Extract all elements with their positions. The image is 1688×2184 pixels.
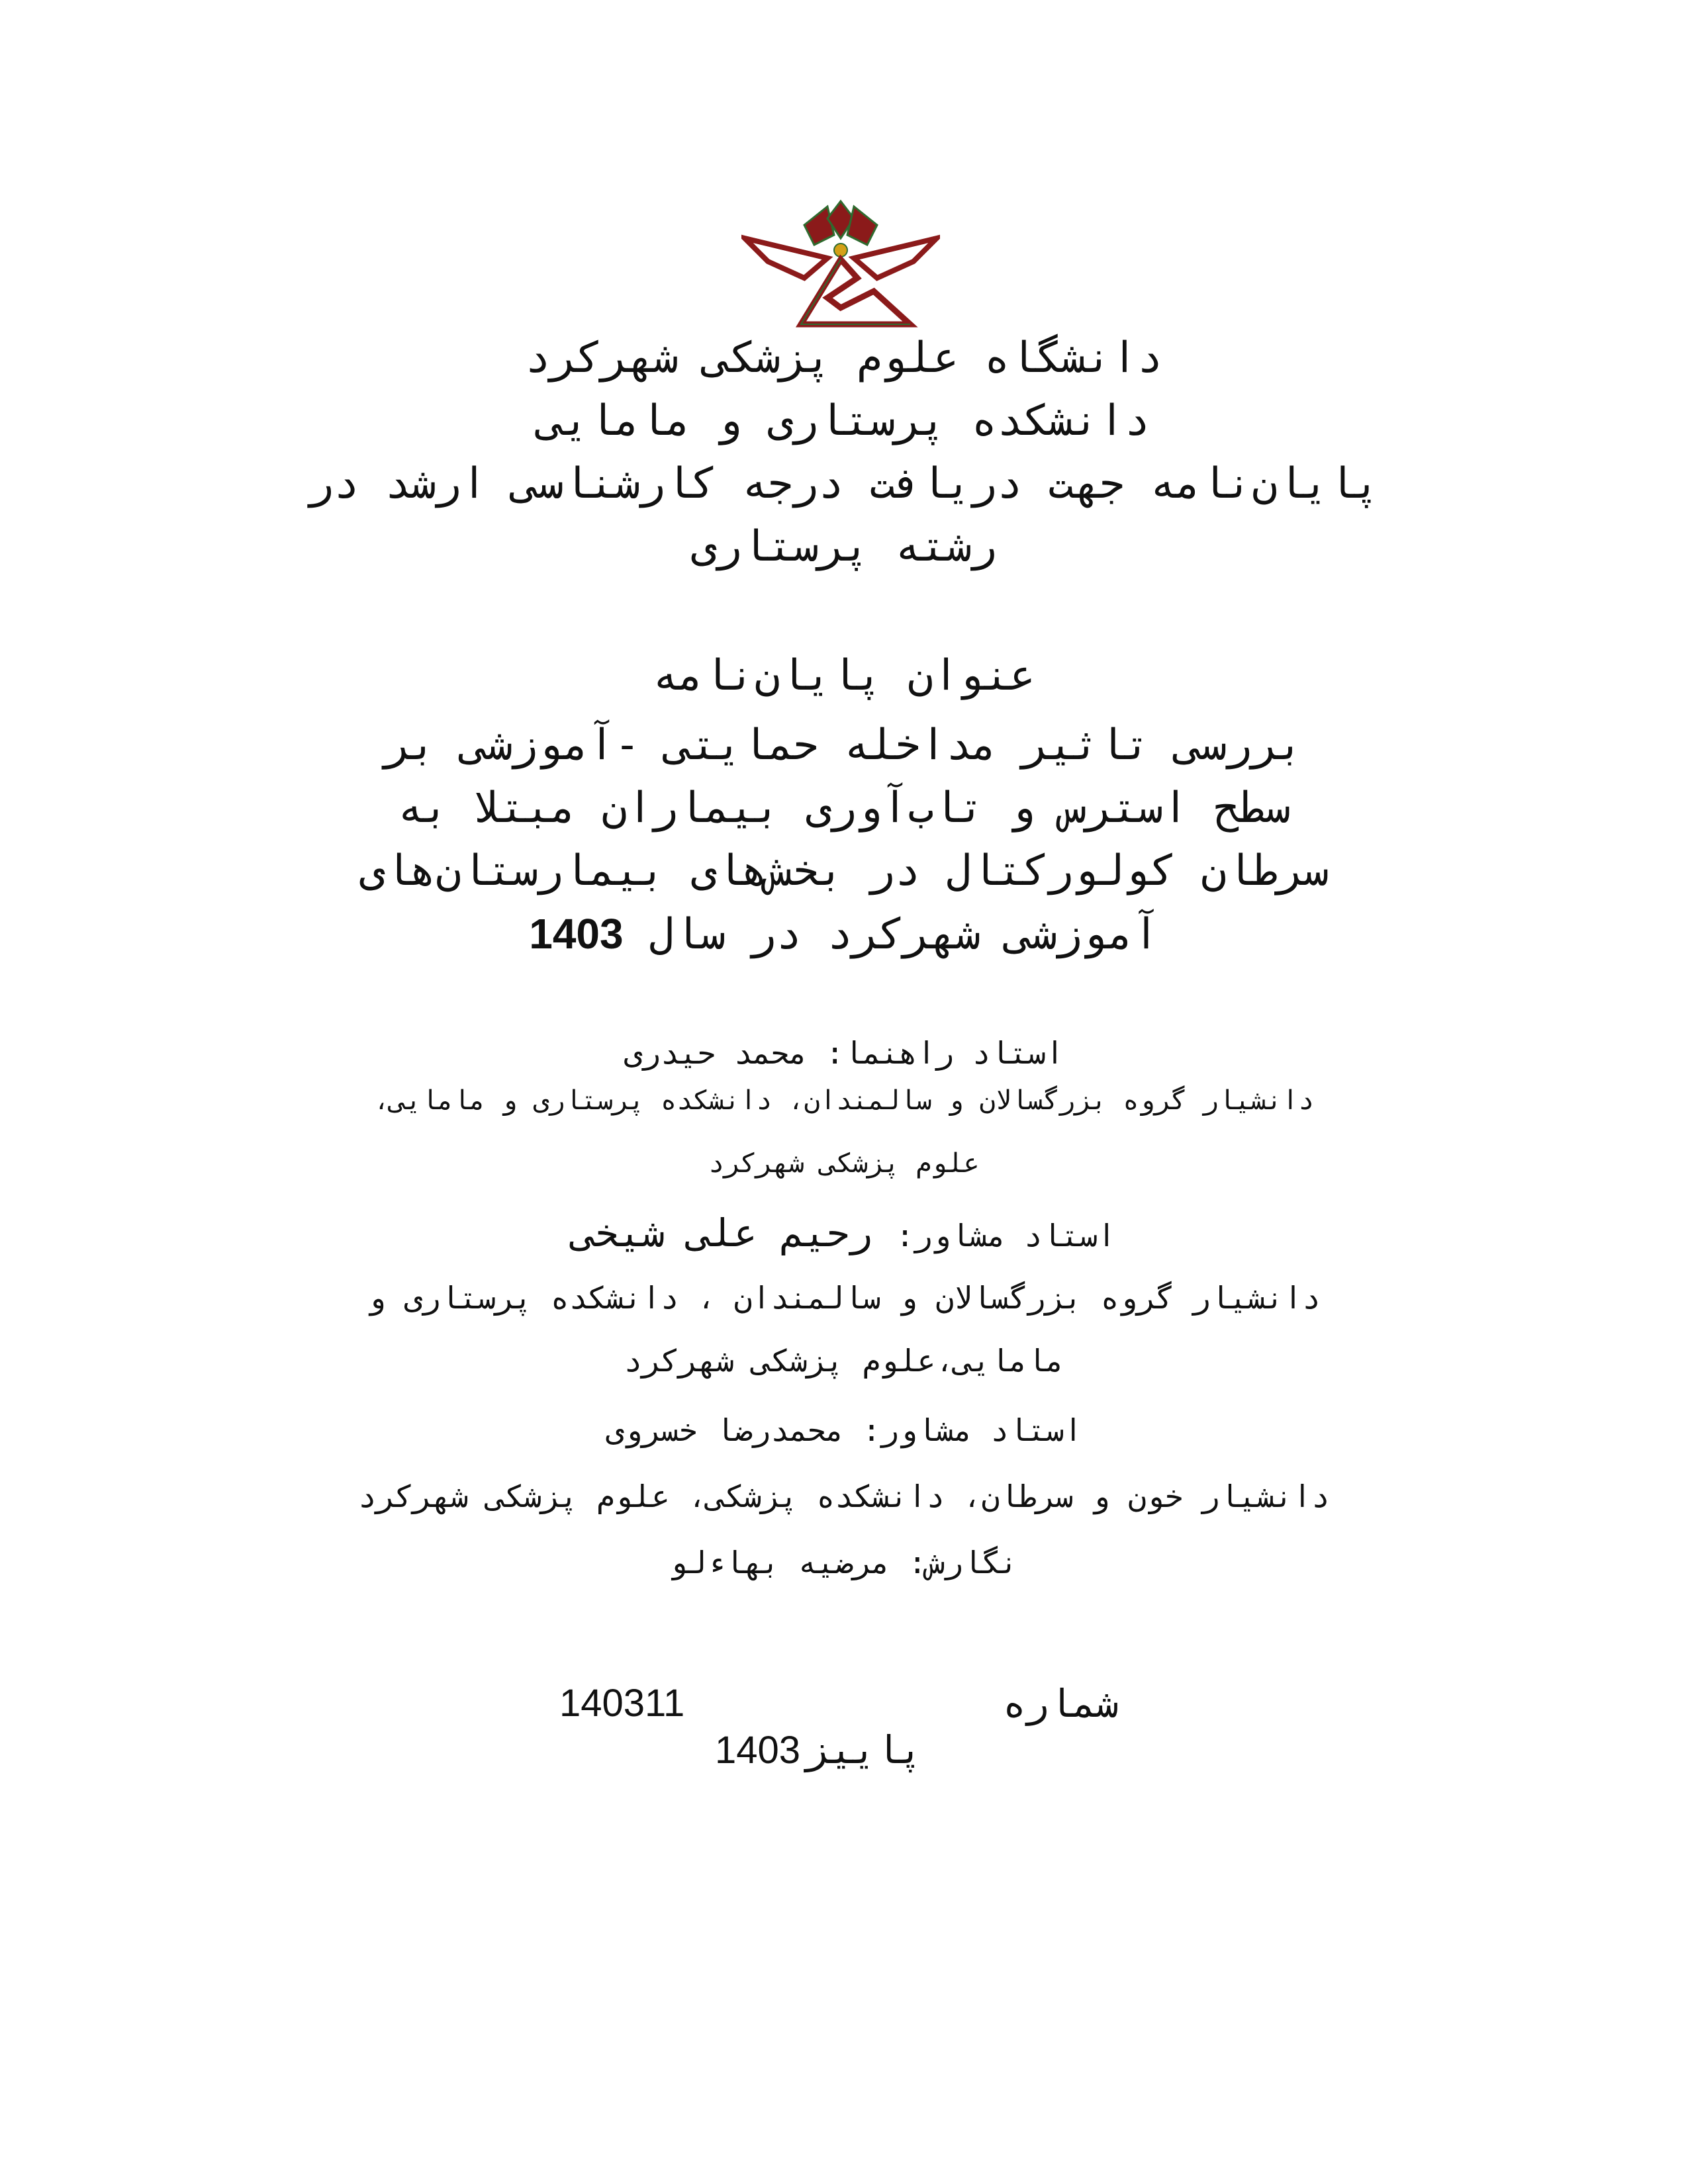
logo-center-dot bbox=[834, 244, 847, 257]
season: پاییز bbox=[806, 1727, 923, 1772]
author-name: مرضیه بهاءلو bbox=[669, 1545, 890, 1580]
main-supervisor bbox=[0, 1036, 1688, 1071]
thesis-title-line-1: بررسی تاثیر مداخله حمایتی -آموزشی بر bbox=[385, 721, 1303, 770]
thesis-title-line-2: سطح استرس و تاب‌آوری بیماران مبتلا به bbox=[397, 784, 1291, 833]
advisor-1 bbox=[0, 1211, 1688, 1255]
main-supervisor-affiliation-2: علوم پزشکی شهرکرد bbox=[708, 1148, 980, 1179]
thesis-year: 1403 bbox=[529, 910, 624, 958]
advisor-2 bbox=[0, 1413, 1688, 1448]
thesis-number-label: شماره bbox=[1003, 1681, 1119, 1726]
advisor-1-name: رحیم علی شیخی bbox=[572, 1210, 873, 1255]
thesis-title-line-3: سرطان کولورکتال در بخش‌های بیمارستان‌های bbox=[359, 846, 1329, 895]
advisor-1-affiliation-2: مامایی،علوم پزشکی شهرکرد bbox=[624, 1343, 1064, 1379]
advisor-2-affiliation: دانشیار خون و سرطان، دانشکده پزشکی، علوم پزشکی شهرکرد bbox=[358, 1479, 1330, 1514]
university-logo-icon bbox=[741, 199, 940, 331]
main-supervisor-label: استاد راهنما: bbox=[825, 1035, 1064, 1071]
advisor-2-label: استاد مشاور: bbox=[862, 1412, 1083, 1448]
faculty-name: دانشکده پرستاری و مامایی bbox=[538, 396, 1150, 445]
logo-petal-right bbox=[847, 206, 877, 245]
author bbox=[0, 1545, 1688, 1580]
degree-line-2: رشته پرستاری bbox=[690, 522, 998, 571]
advisor-2-name: محمدرضا خسروی bbox=[605, 1412, 844, 1448]
advisor-1-label: استاد مشاور: bbox=[896, 1218, 1116, 1253]
advisor-1-affiliation-1: دانشیار گروه بزرگسالان و سالمندان ، دانشکده پرستاری و bbox=[367, 1280, 1321, 1316]
logo-petal-left bbox=[804, 206, 834, 245]
thesis-number-value: 140311 bbox=[559, 1682, 685, 1725]
year: 1403 bbox=[715, 1729, 801, 1772]
author-label: نگارش: bbox=[908, 1545, 1019, 1580]
university-name: دانشگاه علوم پزشکی شهرکرد bbox=[525, 334, 1163, 383]
degree-line-1: پایان‌نامه جهت دریافت درجه کارشناسی ارشد در bbox=[308, 459, 1380, 508]
date bbox=[715, 1727, 922, 1772]
thesis-title-line-4 bbox=[0, 910, 1688, 960]
thesis-title-label: عنوان پایان‌نامه bbox=[653, 651, 1035, 700]
main-supervisor-name: محمد حیدری bbox=[624, 1035, 808, 1071]
main-supervisor-affiliation-1: دانشیار گروه بزرگسالان و سالمندان، دانشکده پرستاری و مامایی، bbox=[373, 1085, 1315, 1116]
thesis-title-line-4-text: آموزشی شهرکرد در سال bbox=[649, 910, 1159, 959]
